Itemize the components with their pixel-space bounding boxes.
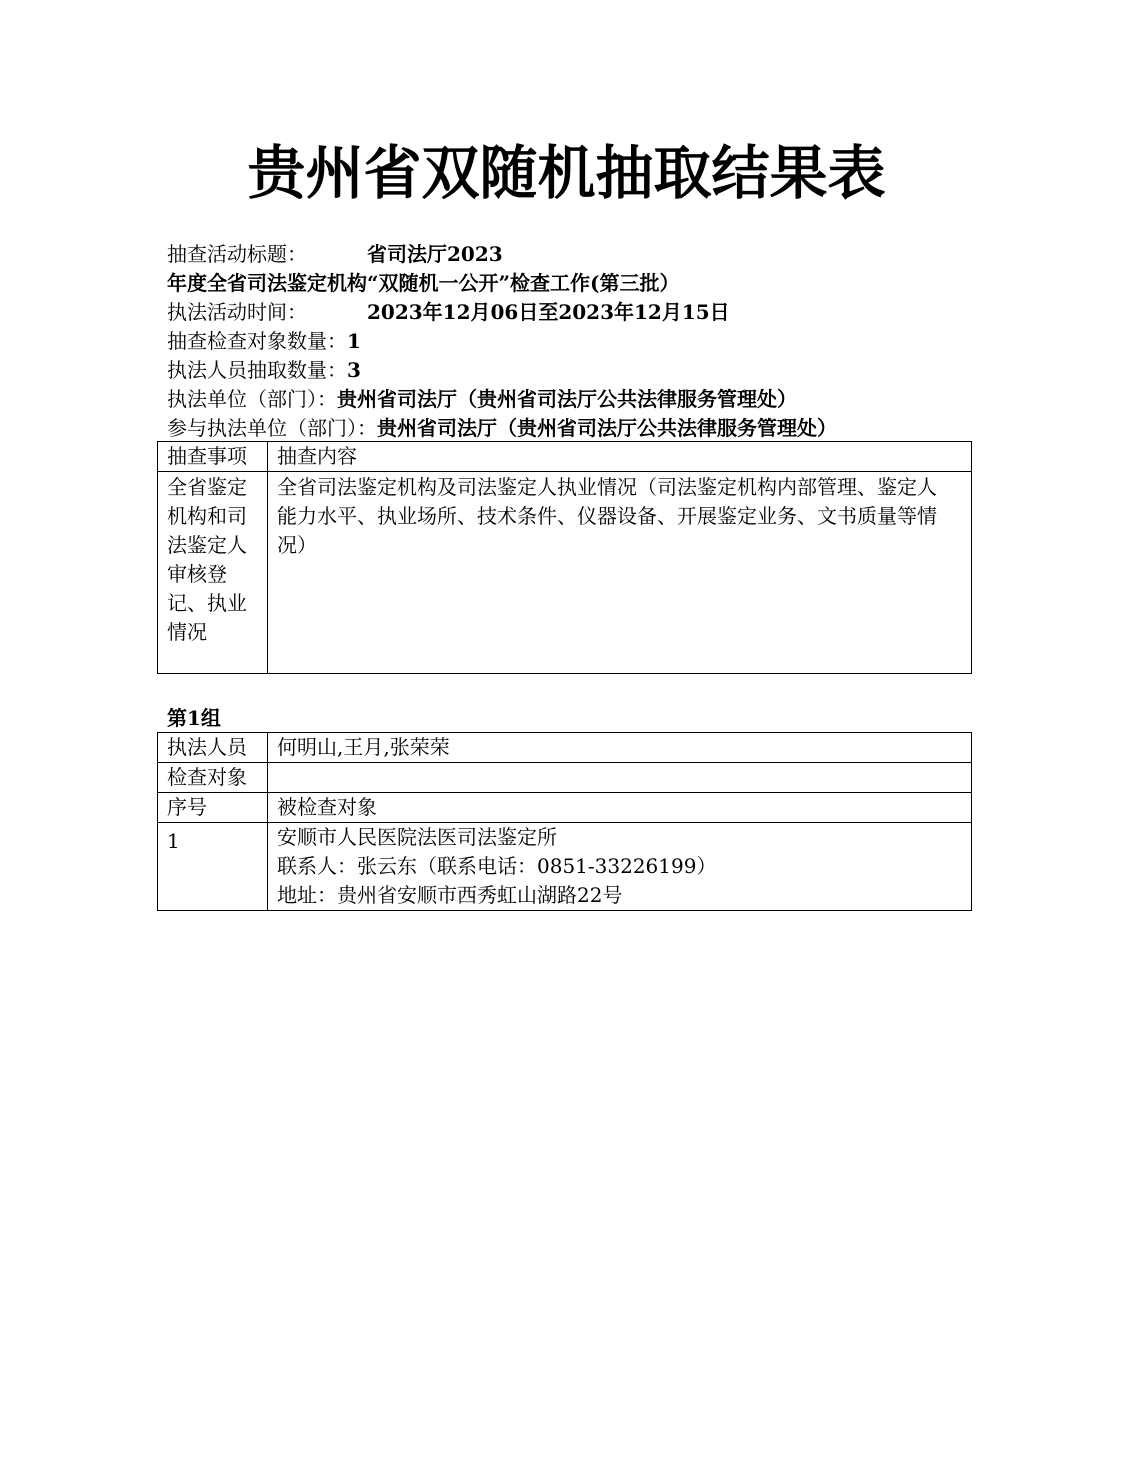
page-title: 贵州省双随机抽取结果表 [247, 139, 886, 207]
staff-count-value: 3 [347, 358, 361, 382]
staff-label-cell: 执法人员 [158, 733, 268, 763]
scope-item-cell [158, 472, 268, 674]
unit-line [167, 385, 987, 414]
group-title: 第1组 [167, 706, 221, 730]
activity-time-value: 2023年12月06日至2023年12月15日 [367, 300, 730, 324]
target-label-cell: 检查对象 [158, 763, 268, 793]
scope-item-text: 全省鉴定机构和司法鉴定人审核登记、执业情况 [167, 475, 247, 644]
staff-row [158, 733, 972, 763]
activity-title-value-part2: 年度全省司法鉴定机构“双随机一公开”检查工作(第三批） [167, 271, 680, 295]
scope-header-row [158, 442, 972, 472]
activity-title-continuation-line [167, 269, 987, 298]
participating-unit-value: 贵州省司法厅（贵州省司法厅公共法律服务管理处） [377, 416, 837, 440]
target-value-cell [268, 763, 972, 793]
inspected-header-cell: 被检查对象 [268, 793, 972, 823]
target-row [158, 763, 972, 793]
participating-unit-label: 参与执法单位（部门）： [167, 416, 377, 440]
scope-content-header: 抽查内容 [268, 442, 972, 472]
participating-unit-line [167, 414, 987, 443]
unit-value: 贵州省司法厅（贵州省司法厅公共法律服务管理处） [337, 387, 797, 411]
index-header-cell: 序号 [158, 793, 268, 823]
target-header-row [158, 793, 972, 823]
scope-item-header: 抽查事项 [158, 442, 268, 472]
activity-title-value-part1: 省司法厅2023 [367, 242, 503, 266]
scope-row [158, 472, 972, 674]
target-index-cell: 1 [158, 823, 268, 911]
target-name: 安顺市人民医院法医司法鉴定所 [277, 825, 557, 849]
scope-content-cell [268, 472, 972, 674]
unit-label: 执法单位（部门）： [167, 387, 337, 411]
activity-title-line [167, 240, 987, 269]
staff-count-line [167, 356, 987, 385]
target-contact: 联系人：张云东（联系电话：0851-33226199） [277, 854, 717, 878]
activity-info [167, 240, 987, 443]
object-count-value: 1 [347, 329, 361, 353]
activity-title-label: 抽查活动标题： [167, 242, 307, 266]
activity-time-label: 执法活动时间： [167, 300, 307, 324]
inspection-scope-table [157, 441, 972, 674]
object-count-line [167, 327, 987, 356]
table-row [158, 823, 972, 911]
group-table [157, 732, 972, 911]
staff-count-label: 执法人员抽取数量： [167, 358, 347, 382]
scope-content-text: 全省司法鉴定机构及司法鉴定人执业情况（司法鉴定机构内部管理、鉴定人能力水平、执业场所、技术条件、仪器设备、开展鉴定业务、文书质量等情况） [277, 475, 937, 557]
object-count-label: 抽查检查对象数量： [167, 329, 347, 353]
target-details-cell [268, 823, 972, 911]
activity-time-line [167, 298, 987, 327]
staff-value-cell: 何明山,王月,张荣荣 [268, 733, 972, 763]
target-address: 地址：贵州省安顺市西秀虹山湖路22号 [277, 883, 623, 907]
